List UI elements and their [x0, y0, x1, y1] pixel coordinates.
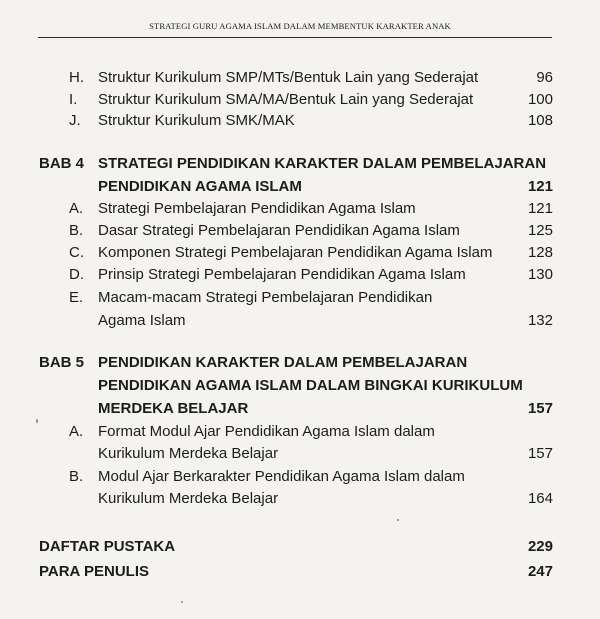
entry-page: 229 [527, 538, 553, 555]
entry-title: Kurikulum Merdeka Belajar [98, 445, 279, 462]
bab5-title-line3: MERDEKA BELAJAR [98, 400, 249, 417]
entry-title: Struktur Kurikulum SMK/MAK [98, 112, 295, 129]
entry-letter: H. [69, 69, 84, 86]
entry-title: DAFTAR PUSTAKA [39, 538, 176, 555]
toc-entry-4c[interactable] [0, 242, 600, 264]
toc-entry-4b[interactable] [0, 220, 600, 242]
entry-page: 157 [527, 445, 553, 462]
toc-entry-i[interactable] [0, 89, 600, 111]
toc-entry-4e[interactable] [0, 287, 600, 309]
header-rule [38, 37, 552, 38]
bab4-label: BAB 4 [39, 155, 85, 172]
entry-title: Agama Islam [98, 312, 186, 329]
bab5-heading-line2[interactable] [0, 375, 600, 397]
entry-letter: C. [69, 244, 84, 261]
toc-entry-j[interactable] [0, 110, 600, 132]
entry-page: 125 [527, 222, 553, 239]
bab5-title-line2: PENDIDIKAN AGAMA ISLAM DALAM BINGKAI KURIKULUM [98, 377, 523, 394]
toc-entry-4a[interactable] [0, 198, 600, 220]
bab5-label: BAB 5 [39, 354, 85, 371]
print-speck [36, 419, 38, 423]
entry-title: Dasar Strategi Pembelajaran Pendidikan Agama Islam [98, 222, 460, 239]
entry-letter: A. [69, 423, 84, 440]
bab5-heading[interactable] [0, 352, 600, 374]
bab4-heading[interactable] [0, 153, 600, 175]
entry-letter: B. [69, 468, 84, 485]
entry-page: 164 [527, 490, 553, 507]
entry-title: Kurikulum Merdeka Belajar [98, 490, 279, 507]
entry-title: Komponen Strategi Pembelajaran Pendidikan Agama Islam [98, 244, 493, 261]
entry-page: 130 [527, 266, 553, 283]
running-header: STRATEGI GURU AGAMA ISLAM DALAM MEMBENTUK KARAKTER ANAK [149, 21, 451, 31]
toc-entry-daftar-pustaka[interactable] [0, 536, 600, 558]
bab4-title-line1: STRATEGI PENDIDIKAN KARAKTER DALAM PEMBELAJARAN [98, 155, 547, 172]
bab5-page: 157 [527, 400, 553, 417]
entry-letter: J. [69, 112, 81, 129]
entry-letter: D. [69, 266, 84, 283]
entry-letter: E. [69, 289, 84, 306]
bab5-heading-line3[interactable] [0, 398, 600, 420]
entry-title: Prinsip Strategi Pembelajaran Pendidikan Agama Islam [98, 266, 466, 283]
entry-page: 108 [527, 112, 553, 129]
toc-entry-5a[interactable] [0, 421, 600, 443]
entry-title: Macam-macam Strategi Pembelajaran Pendidikan [98, 289, 433, 306]
print-speck [181, 601, 183, 603]
entry-letter: B. [69, 222, 84, 239]
toc-entry-4e-line2[interactable] [0, 310, 600, 332]
entry-page: 132 [527, 312, 553, 329]
toc-entry-5b[interactable] [0, 466, 600, 488]
entry-title: Modul Ajar Berkarakter Pendidikan Agama Islam dalam [98, 468, 465, 485]
toc-entry-4d[interactable] [0, 264, 600, 286]
entry-title: PARA PENULIS [39, 563, 150, 580]
entry-page: 121 [527, 200, 553, 217]
entry-page: 128 [527, 244, 553, 261]
entry-page: 100 [527, 91, 553, 108]
entry-title: Struktur Kurikulum SMA/MA/Bentuk Lain yang Sederajat [98, 91, 474, 108]
bab4-heading-line2[interactable] [0, 176, 600, 198]
entry-page: 247 [527, 563, 553, 580]
toc-entry-h[interactable] [0, 67, 600, 89]
print-speck [397, 519, 399, 521]
entry-letter: I. [69, 91, 78, 108]
bab5-title-line1: PENDIDIKAN KARAKTER DALAM PEMBELAJARAN [98, 354, 468, 371]
bab4-page: 121 [527, 178, 553, 195]
toc-entry-5b-line2[interactable] [0, 488, 600, 510]
entry-letter: A. [69, 200, 84, 217]
entry-title: Format Modul Ajar Pendidikan Agama Islam dalam [98, 423, 435, 440]
toc-entry-para-penulis[interactable] [0, 561, 600, 583]
bab4-title-line2: PENDIDIKAN AGAMA ISLAM [98, 178, 302, 195]
toc-entry-5a-line2[interactable] [0, 443, 600, 465]
entry-title: Strategi Pembelajaran Pendidikan Agama Islam [98, 200, 416, 217]
entry-title: Struktur Kurikulum SMP/MTs/Bentuk Lain yang Sederajat [98, 69, 479, 86]
entry-page: 96 [536, 69, 553, 86]
